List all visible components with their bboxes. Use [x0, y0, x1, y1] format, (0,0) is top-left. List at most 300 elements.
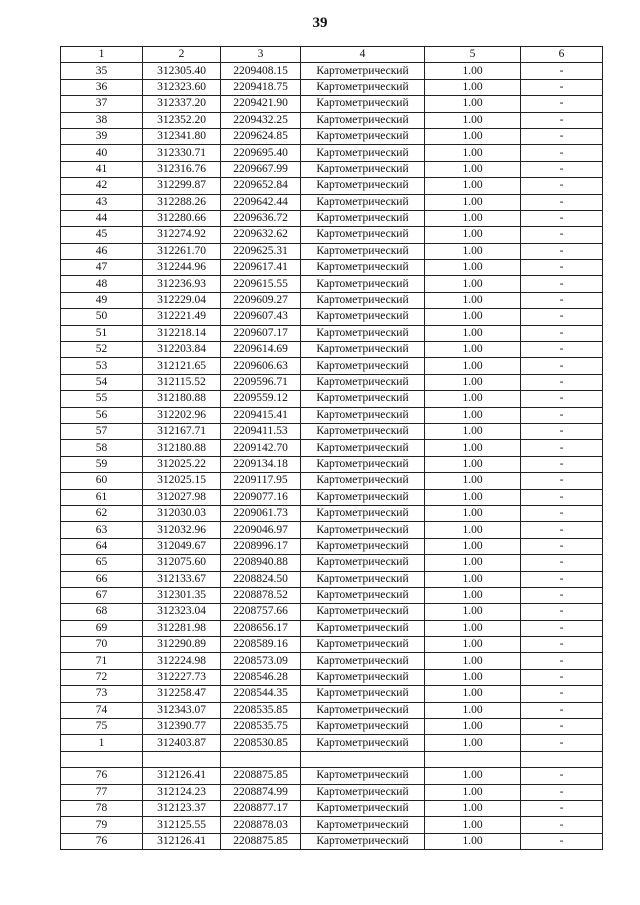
table-row: [61, 735, 603, 751]
table-row: [61, 292, 603, 308]
x-coordinate-cell: 312323.60: [143, 79, 221, 95]
point-number-cell: 65: [61, 555, 143, 571]
y-coordinate-cell: 2208573.09: [221, 653, 301, 669]
y-coordinate-cell: 2208940.88: [221, 555, 301, 571]
table-row: [61, 489, 603, 505]
method-cell: Картометрический: [301, 784, 425, 800]
y-coordinate-cell: 2208875.85: [221, 768, 301, 784]
table-row: [61, 374, 603, 390]
y-coordinate-cell: 2209142.70: [221, 440, 301, 456]
point-number-cell: 67: [61, 587, 143, 603]
method-cell: Картометрический: [301, 407, 425, 423]
x-coordinate-cell: 312049.67: [143, 538, 221, 554]
point-number-cell: 42: [61, 178, 143, 194]
point-number-cell: 54: [61, 374, 143, 390]
point-number-cell: 61: [61, 489, 143, 505]
method-cell: Картометрический: [301, 63, 425, 79]
y-coordinate-cell: 2209636.72: [221, 210, 301, 226]
accuracy-cell: 1.00: [425, 604, 521, 620]
method-cell: Картометрический: [301, 456, 425, 472]
y-coordinate-cell: 2208656.17: [221, 620, 301, 636]
point-number-cell: 43: [61, 194, 143, 210]
note-cell: -: [521, 63, 603, 79]
y-coordinate-cell: 2208878.03: [221, 817, 301, 833]
table-row: [61, 800, 603, 816]
table-row: [61, 440, 603, 456]
method-cell: Картометрический: [301, 391, 425, 407]
y-coordinate-cell: 2209695.40: [221, 145, 301, 161]
table-row: [61, 358, 603, 374]
note-cell: -: [521, 800, 603, 816]
point-number-cell: 1: [61, 735, 143, 751]
x-coordinate-cell: 312299.87: [143, 178, 221, 194]
method-cell: Картометрический: [301, 145, 425, 161]
note-cell: -: [521, 719, 603, 735]
note-cell: -: [521, 653, 603, 669]
table-row: [61, 309, 603, 325]
method-cell: Картометрический: [301, 604, 425, 620]
y-coordinate-cell: 2208535.85: [221, 702, 301, 718]
table-row: [61, 178, 603, 194]
note-cell: -: [521, 161, 603, 177]
y-coordinate-cell: 2209415.41: [221, 407, 301, 423]
point-number-cell: 66: [61, 571, 143, 587]
note-cell: -: [521, 637, 603, 653]
x-coordinate-cell: 312125.55: [143, 817, 221, 833]
accuracy-cell: 1.00: [425, 784, 521, 800]
y-coordinate-cell: 2209061.73: [221, 505, 301, 521]
method-cell: Картометрический: [301, 686, 425, 702]
point-number-cell: 58: [61, 440, 143, 456]
note-cell: -: [521, 325, 603, 341]
method-cell: Картометрический: [301, 473, 425, 489]
y-coordinate-cell: 2209418.75: [221, 79, 301, 95]
y-coordinate-cell: 2209615.55: [221, 276, 301, 292]
x-coordinate-cell: 312203.84: [143, 342, 221, 358]
table-row: [61, 768, 603, 784]
note-cell: -: [521, 522, 603, 538]
table-row: [61, 456, 603, 472]
table-row: [61, 637, 603, 653]
method-cell: Картометрический: [301, 325, 425, 341]
point-number-cell: 63: [61, 522, 143, 538]
x-coordinate-cell: 312032.96: [143, 522, 221, 538]
point-number-cell: 38: [61, 112, 143, 128]
accuracy-cell: 1.00: [425, 161, 521, 177]
note-cell: -: [521, 128, 603, 144]
x-coordinate-cell: 312229.04: [143, 292, 221, 308]
accuracy-cell: 1.00: [425, 423, 521, 439]
point-number-cell: 51: [61, 325, 143, 341]
method-cell: Картометрический: [301, 637, 425, 653]
x-coordinate-cell: 312261.70: [143, 243, 221, 259]
note-cell: -: [521, 784, 603, 800]
note-cell: -: [521, 735, 603, 751]
table-row: [61, 653, 603, 669]
point-number-cell: 55: [61, 391, 143, 407]
point-number-cell: 57: [61, 423, 143, 439]
method-cell: Картометрический: [301, 128, 425, 144]
y-coordinate-cell: 2209596.71: [221, 374, 301, 390]
y-coordinate-cell: 2209652.84: [221, 178, 301, 194]
x-coordinate-cell: 312133.67: [143, 571, 221, 587]
accuracy-cell: 1.00: [425, 473, 521, 489]
point-number-cell: 76: [61, 833, 143, 849]
method-cell: Картометрический: [301, 522, 425, 538]
coordinates-table: [60, 46, 603, 850]
y-coordinate-cell: 2208544.35: [221, 686, 301, 702]
accuracy-cell: 1.00: [425, 227, 521, 243]
accuracy-cell: 1.00: [425, 587, 521, 603]
column-header: 5: [425, 47, 521, 63]
table-row: [61, 505, 603, 521]
accuracy-cell: 1.00: [425, 800, 521, 816]
accuracy-cell: 1.00: [425, 456, 521, 472]
note-cell: -: [521, 702, 603, 718]
x-coordinate-cell: 312167.71: [143, 423, 221, 439]
method-cell: Картометрический: [301, 79, 425, 95]
accuracy-cell: 1.00: [425, 391, 521, 407]
table-row: [61, 522, 603, 538]
point-number-cell: 68: [61, 604, 143, 620]
method-cell: Картометрический: [301, 309, 425, 325]
x-coordinate-cell: 312403.87: [143, 735, 221, 751]
table-row: [61, 571, 603, 587]
y-coordinate-cell: 2208757.66: [221, 604, 301, 620]
table-row: [61, 407, 603, 423]
table-row: [61, 128, 603, 144]
accuracy-cell: 1.00: [425, 325, 521, 341]
table-row: [61, 342, 603, 358]
point-number-cell: 37: [61, 96, 143, 112]
accuracy-cell: 1.00: [425, 669, 521, 685]
table-row: [61, 96, 603, 112]
point-number-cell: 74: [61, 702, 143, 718]
y-coordinate-cell: 2209642.44: [221, 194, 301, 210]
note-cell: -: [521, 423, 603, 439]
y-coordinate-cell: 2209134.18: [221, 456, 301, 472]
note-cell: -: [521, 243, 603, 259]
accuracy-cell: 1.00: [425, 145, 521, 161]
x-coordinate-cell: 312180.88: [143, 440, 221, 456]
point-number-cell: 39: [61, 128, 143, 144]
x-coordinate-cell: 312244.96: [143, 260, 221, 276]
accuracy-cell: 1.00: [425, 342, 521, 358]
accuracy-cell: 1.00: [425, 63, 521, 79]
table-row: [61, 817, 603, 833]
method-cell: Картометрический: [301, 620, 425, 636]
y-coordinate-cell: 2208878.52: [221, 587, 301, 603]
x-coordinate-cell: 312343.07: [143, 702, 221, 718]
x-coordinate-cell: 312316.76: [143, 161, 221, 177]
method-cell: Картометрический: [301, 112, 425, 128]
accuracy-cell: 1.00: [425, 128, 521, 144]
x-coordinate-cell: 312027.98: [143, 489, 221, 505]
y-coordinate-cell: 2208530.85: [221, 735, 301, 751]
method-cell: Картометрический: [301, 292, 425, 308]
x-coordinate-cell: 312352.20: [143, 112, 221, 128]
table-row: [61, 276, 603, 292]
y-coordinate-cell: 2209077.16: [221, 489, 301, 505]
accuracy-cell: 1.00: [425, 505, 521, 521]
method-cell: Картометрический: [301, 653, 425, 669]
table-row: [61, 145, 603, 161]
note-cell: -: [521, 538, 603, 554]
x-coordinate-cell: 312221.49: [143, 309, 221, 325]
y-coordinate-cell: 2209614.69: [221, 342, 301, 358]
accuracy-cell: 1.00: [425, 719, 521, 735]
table-row: [61, 686, 603, 702]
note-cell: -: [521, 620, 603, 636]
accuracy-cell: 1.00: [425, 489, 521, 505]
y-coordinate-cell: 2209046.97: [221, 522, 301, 538]
note-cell: -: [521, 79, 603, 95]
method-cell: Картометрический: [301, 768, 425, 784]
method-cell: Картометрический: [301, 735, 425, 751]
accuracy-cell: 1.00: [425, 112, 521, 128]
table-row: [61, 702, 603, 718]
column-header: 1: [61, 47, 143, 63]
y-coordinate-cell: 2208996.17: [221, 538, 301, 554]
method-cell: Картометрический: [301, 243, 425, 259]
x-coordinate-cell: 312218.14: [143, 325, 221, 341]
method-cell: Картометрический: [301, 489, 425, 505]
accuracy-cell: 1.00: [425, 407, 521, 423]
point-number-cell: 71: [61, 653, 143, 669]
y-coordinate-cell: 2208535.75: [221, 719, 301, 735]
page-number: 39: [312, 15, 328, 31]
method-cell: Картометрический: [301, 374, 425, 390]
x-coordinate-cell: 312323.04: [143, 604, 221, 620]
accuracy-cell: 1.00: [425, 292, 521, 308]
column-header: 2: [143, 47, 221, 63]
table-row: [61, 538, 603, 554]
y-coordinate-cell: 2209617.41: [221, 260, 301, 276]
point-number-cell: 36: [61, 79, 143, 95]
y-coordinate-cell: [221, 751, 301, 767]
x-coordinate-cell: 312280.66: [143, 210, 221, 226]
table-row: [61, 620, 603, 636]
table-row: [61, 391, 603, 407]
point-number-cell: 41: [61, 161, 143, 177]
point-number-cell: 59: [61, 456, 143, 472]
note-cell: -: [521, 210, 603, 226]
note-cell: -: [521, 571, 603, 587]
table-row: [61, 833, 603, 849]
accuracy-cell: 1.00: [425, 522, 521, 538]
x-coordinate-cell: 312121.65: [143, 358, 221, 374]
x-coordinate-cell: 312030.03: [143, 505, 221, 521]
y-coordinate-cell: 2208546.28: [221, 669, 301, 685]
method-cell: Картометрический: [301, 194, 425, 210]
method-cell: Картометрический: [301, 178, 425, 194]
method-cell: Картометрический: [301, 260, 425, 276]
accuracy-cell: 1.00: [425, 276, 521, 292]
note-cell: -: [521, 669, 603, 685]
y-coordinate-cell: 2208875.85: [221, 833, 301, 849]
table-row: [61, 473, 603, 489]
note-cell: -: [521, 833, 603, 849]
table-row: [61, 79, 603, 95]
method-cell: Картометрический: [301, 440, 425, 456]
table-row: [61, 587, 603, 603]
point-number-cell: 77: [61, 784, 143, 800]
note-cell: -: [521, 96, 603, 112]
point-number-cell: [61, 751, 143, 767]
note-cell: -: [521, 260, 603, 276]
x-coordinate-cell: 312025.15: [143, 473, 221, 489]
note-cell: -: [521, 145, 603, 161]
y-coordinate-cell: 2209625.31: [221, 243, 301, 259]
method-cell: Картометрический: [301, 423, 425, 439]
method-cell: [301, 751, 425, 767]
method-cell: Картометрический: [301, 571, 425, 587]
note-cell: -: [521, 227, 603, 243]
accuracy-cell: 1.00: [425, 620, 521, 636]
accuracy-cell: 1.00: [425, 686, 521, 702]
x-coordinate-cell: 312126.41: [143, 833, 221, 849]
method-cell: Картометрический: [301, 96, 425, 112]
method-cell: Картометрический: [301, 358, 425, 374]
note-cell: -: [521, 555, 603, 571]
point-number-cell: 72: [61, 669, 143, 685]
point-number-cell: 52: [61, 342, 143, 358]
y-coordinate-cell: 2208589.16: [221, 637, 301, 653]
x-coordinate-cell: 312123.37: [143, 800, 221, 816]
point-number-cell: 78: [61, 800, 143, 816]
point-number-cell: 76: [61, 768, 143, 784]
x-coordinate-cell: 312236.93: [143, 276, 221, 292]
y-coordinate-cell: 2209607.43: [221, 309, 301, 325]
x-coordinate-cell: 312202.96: [143, 407, 221, 423]
accuracy-cell: 1.00: [425, 817, 521, 833]
method-cell: Картометрический: [301, 555, 425, 571]
method-cell: Картометрический: [301, 817, 425, 833]
table-row: [61, 751, 603, 767]
point-number-cell: 56: [61, 407, 143, 423]
accuracy-cell: 1.00: [425, 833, 521, 849]
column-header: 6: [521, 47, 603, 63]
note-cell: -: [521, 473, 603, 489]
point-number-cell: 70: [61, 637, 143, 653]
y-coordinate-cell: 2209411.53: [221, 423, 301, 439]
x-coordinate-cell: 312305.40: [143, 63, 221, 79]
table-row: [61, 784, 603, 800]
note-cell: -: [521, 194, 603, 210]
point-number-cell: 69: [61, 620, 143, 636]
note-cell: -: [521, 817, 603, 833]
x-coordinate-cell: 312224.98: [143, 653, 221, 669]
table-row: [61, 669, 603, 685]
x-coordinate-cell: [143, 751, 221, 767]
note-cell: -: [521, 309, 603, 325]
x-coordinate-cell: 312281.98: [143, 620, 221, 636]
x-coordinate-cell: 312341.80: [143, 128, 221, 144]
point-number-cell: 64: [61, 538, 143, 554]
y-coordinate-cell: 2209624.85: [221, 128, 301, 144]
table-row: [61, 63, 603, 79]
method-cell: Картометрический: [301, 342, 425, 358]
x-coordinate-cell: 312301.35: [143, 587, 221, 603]
y-coordinate-cell: 2209609.27: [221, 292, 301, 308]
x-coordinate-cell: 312075.60: [143, 555, 221, 571]
method-cell: Картометрический: [301, 505, 425, 521]
accuracy-cell: 1.00: [425, 309, 521, 325]
note-cell: -: [521, 440, 603, 456]
point-number-cell: 47: [61, 260, 143, 276]
table-row: [61, 227, 603, 243]
y-coordinate-cell: 2209559.12: [221, 391, 301, 407]
x-coordinate-cell: 312390.77: [143, 719, 221, 735]
note-cell: [521, 751, 603, 767]
table-row: [61, 210, 603, 226]
accuracy-cell: 1.00: [425, 735, 521, 751]
note-cell: -: [521, 686, 603, 702]
note-cell: -: [521, 358, 603, 374]
table-header-row: [61, 47, 603, 63]
column-header: 3: [221, 47, 301, 63]
y-coordinate-cell: 2209408.15: [221, 63, 301, 79]
x-coordinate-cell: 312124.23: [143, 784, 221, 800]
table-row: [61, 719, 603, 735]
table-row: [61, 243, 603, 259]
accuracy-cell: 1.00: [425, 79, 521, 95]
method-cell: Картометрический: [301, 669, 425, 685]
point-number-cell: 73: [61, 686, 143, 702]
method-cell: Картометрический: [301, 227, 425, 243]
accuracy-cell: 1.00: [425, 637, 521, 653]
note-cell: -: [521, 768, 603, 784]
note-cell: -: [521, 604, 603, 620]
table-row: [61, 325, 603, 341]
note-cell: -: [521, 391, 603, 407]
x-coordinate-cell: 312290.89: [143, 637, 221, 653]
accuracy-cell: 1.00: [425, 210, 521, 226]
y-coordinate-cell: 2208874.99: [221, 784, 301, 800]
note-cell: -: [521, 489, 603, 505]
table-body: [61, 47, 603, 850]
accuracy-cell: 1.00: [425, 243, 521, 259]
y-coordinate-cell: 2209667.99: [221, 161, 301, 177]
note-cell: -: [521, 456, 603, 472]
accuracy-cell: 1.00: [425, 768, 521, 784]
accuracy-cell: 1.00: [425, 653, 521, 669]
accuracy-cell: 1.00: [425, 96, 521, 112]
x-coordinate-cell: 312126.41: [143, 768, 221, 784]
table-row: [61, 194, 603, 210]
x-coordinate-cell: 312180.88: [143, 391, 221, 407]
method-cell: Картометрический: [301, 800, 425, 816]
accuracy-cell: [425, 751, 521, 767]
note-cell: -: [521, 587, 603, 603]
table-row: [61, 161, 603, 177]
point-number-cell: 48: [61, 276, 143, 292]
y-coordinate-cell: 2208824.50: [221, 571, 301, 587]
accuracy-cell: 1.00: [425, 358, 521, 374]
method-cell: Картометрический: [301, 210, 425, 226]
point-number-cell: 75: [61, 719, 143, 735]
accuracy-cell: 1.00: [425, 440, 521, 456]
point-number-cell: 50: [61, 309, 143, 325]
method-cell: Картометрический: [301, 587, 425, 603]
column-header: 4: [301, 47, 425, 63]
table-row: [61, 260, 603, 276]
note-cell: -: [521, 276, 603, 292]
point-number-cell: 46: [61, 243, 143, 259]
y-coordinate-cell: 2209632.62: [221, 227, 301, 243]
point-number-cell: 60: [61, 473, 143, 489]
x-coordinate-cell: 312288.26: [143, 194, 221, 210]
